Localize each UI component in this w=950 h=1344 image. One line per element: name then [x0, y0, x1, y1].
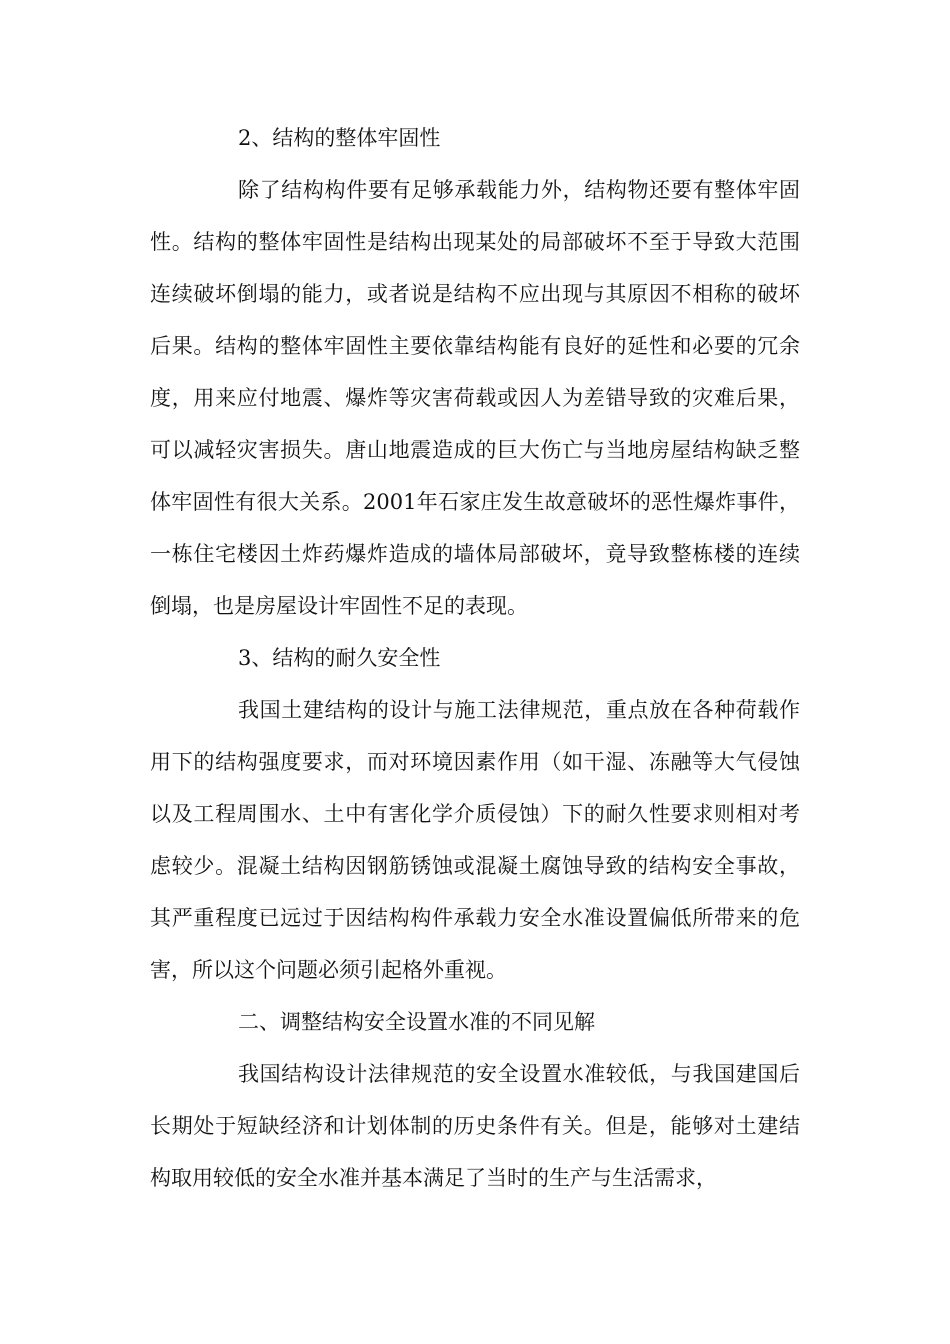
- section-heading-structural-integrity: 2、结构的整体牢固性: [238, 126, 441, 150]
- paragraph-durability-safety: 我国土建结构的设计与施工法律规范，重点放在各种荷载作用下的结构强度要求，而对环境因素作用（如干湿、冻融等大气侵蚀以及工程周围水、土中有害化学介质侵蚀）下的耐久性要求则相对考虑较少。混凝土结构因钢筋锈蚀或混凝土腐蚀导致的结构安全事故，其严重程度已远过于因结构构件承载力安全水准设置偏低所带来的危害，所以这个问题必须引起格外重视。: [150, 698, 800, 982]
- section-heading-safety-level-views: 二、调整结构安全设置水准的不同见解: [238, 1010, 595, 1034]
- section-heading-durability-safety: 3、结构的耐久安全性: [238, 646, 441, 670]
- paragraph-safety-level-views: 我国结构设计法律规范的安全设置水准较低，与我国建国后长期处于短缺经济和计划体制的历史条件有关。但是，能够对土建结构取用较低的安全水准并基本满足了当时的生产与生活需求，: [150, 1062, 800, 1190]
- paragraph-structural-integrity: 除了结构构件要有足够承载能力外，结构物还要有整体牢固性。结构的整体牢固性是结构出现某处的局部破坏不至于导致大范围连续破坏倒塌的能力，或者说是结构不应出现与其原因不相称的破坏后果。结构的整体牢固性主要依靠结构能有良好的延性和必要的冗余度，用来应付地震、爆炸等灾害荷载或因人为差错导致的灾难后果，可以减轻灾害损失。唐山地震造成的巨大伤亡与当地房屋结构缺乏整体牢固性有很大关系。2001年石家庄发生故意破坏的恶性爆炸事件，一栋住宅楼因土炸药爆炸造成的墙体局部破坏，竟导致整栋楼的连续倒塌，也是房屋设计牢固性不足的表现。: [150, 178, 800, 618]
- document-body: [150, 112, 800, 1204]
